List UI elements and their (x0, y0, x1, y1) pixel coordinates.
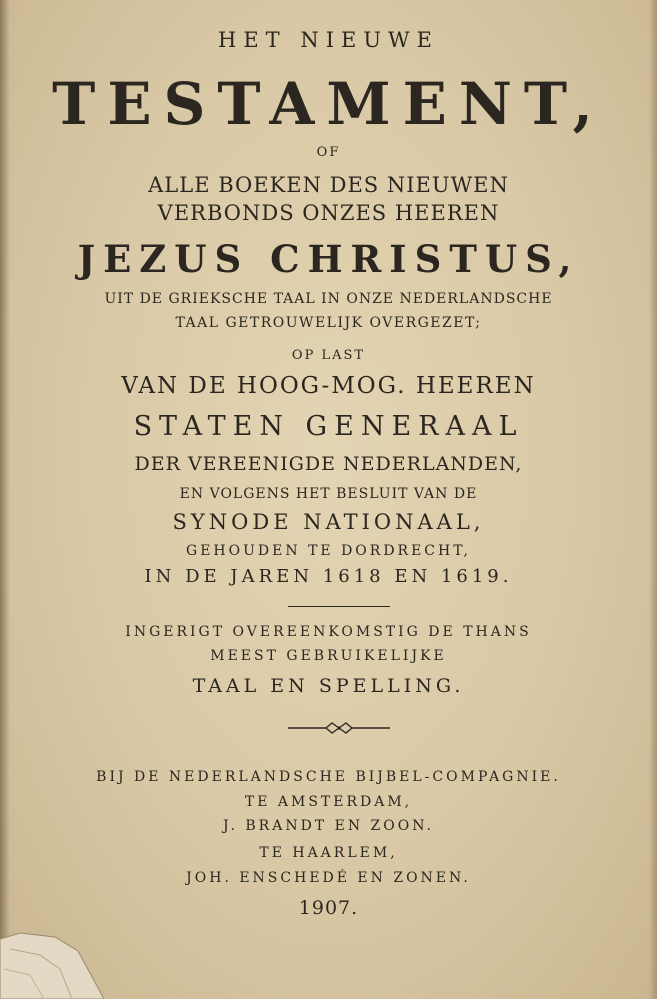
text-op-last: OP LAST (291, 348, 366, 363)
text-of: OF (316, 145, 341, 160)
city-amsterdam: TE AMSTERDAM, (244, 794, 413, 810)
synod-intro: EN VOLGENS HET BESLUIT VAN DE (179, 486, 478, 502)
heading-staten-generaal: STATEN GENERAAL (133, 411, 524, 442)
authority-nederlanden: DER VEREENIGDE NEDERLANDEN, (134, 453, 523, 475)
publisher-line: BIJ DE NEDERLANDSCHE BIJBEL-COMPAGNIE. (96, 769, 561, 785)
synod-years: IN DE JAREN 1618 EN 1619. (144, 566, 513, 587)
heading-het-nieuwe: HET NIEUWE (218, 28, 439, 52)
spelling-note-line-2: MEEST GEBRUIKELIJKE (210, 648, 447, 664)
printer-haarlem: JOH. ENSCHEDÉ EN ZONEN. (186, 870, 471, 886)
subtitle-line-1: ALLE BOEKEN DES NIEUWEN (148, 173, 509, 197)
torn-corner (0, 929, 110, 999)
heading-jezus-christus: JEZUS CHRISTUS, (77, 237, 580, 281)
authority-line: VAN DE HOOG-MOG. HEEREN (121, 373, 536, 399)
ornament-divider (288, 720, 390, 736)
subtitle-line-2: VERBONDS ONZES HEEREN (157, 201, 500, 225)
publication-year: 1907. (298, 897, 359, 919)
printer-amsterdam: J. BRANDT EN ZOON. (222, 818, 435, 834)
divider-rule (288, 606, 390, 607)
synod-location: GEHOUDEN TE DORDRECHT, (186, 543, 471, 559)
spelling-note-line-1: INGERIGT OVEREENKOMSTIG DE THANS (125, 624, 532, 640)
heading-synode-nationaal: SYNODE NATIONAAL, (172, 510, 485, 534)
spelling-note-line-3: TAAL EN SPELLING. (192, 675, 465, 697)
translation-note-line-1: UIT DE GRIEKSCHE TAAL IN ONZE NEDERLANDSCHE (104, 291, 553, 307)
translation-note-line-2: TAAL GETROUWELIJK OVERGEZET; (175, 315, 482, 331)
city-haarlem: TE HAARLEM, (259, 845, 398, 861)
heading-testament: TESTAMENT, (52, 70, 605, 138)
